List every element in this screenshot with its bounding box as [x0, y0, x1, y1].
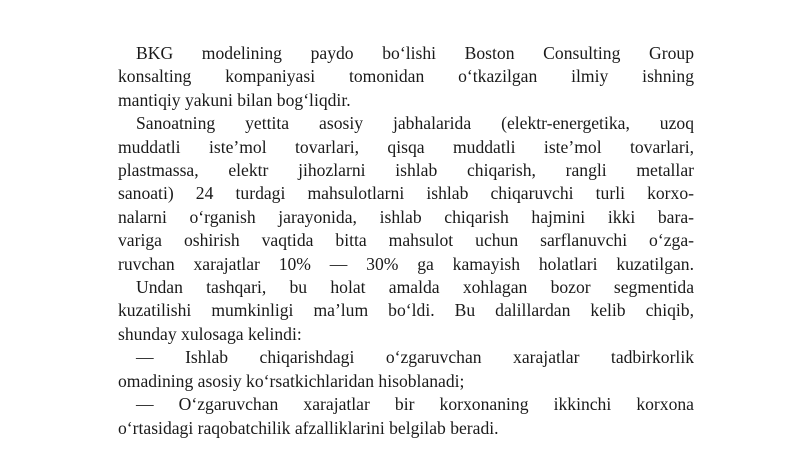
- text-line: omadining asosiy ko‘rsatkichlaridan hisoblanadi;: [118, 370, 465, 391]
- paragraph-industry-study: [118, 112, 694, 276]
- text-line: Sanoatning yettita asosiy jabhalarida (elektr-energetika, uzoq: [136, 113, 694, 134]
- list-item-competitive-advantage: [118, 393, 694, 440]
- text-line: Undan tashqari, bu holat amalda xohlagan bozor segmentida: [136, 277, 694, 298]
- text-line: BKG modelining paydo bo‘lishi Boston Consulting Group: [136, 43, 694, 63]
- paragraph-conclusion-intro: [118, 276, 694, 346]
- text-line: mantiqiy yakuni bilan bog‘liqdir.: [118, 89, 351, 110]
- text-line: variga oshirish vaqtida bitta mahsulot uchun sarflanuvchi o‘zga-: [118, 230, 694, 251]
- text-line: — Ishlab chiqarishdagi o‘zgaruvchan xarajatlar tadbirkorlik: [136, 347, 694, 368]
- text-line: sanoati) 24 turdagi mahsulotlarni ishlab chiqaruvchi turli korxo-: [118, 183, 694, 204]
- document-text: [118, 42, 694, 440]
- text-line: shunday xulosaga kelindi:: [118, 323, 302, 344]
- list-item-variable-costs-indicator: [118, 346, 694, 393]
- text-line: — O‘zgaruvchan xarajatlar bir korxonaning ikkinchi korxona: [136, 394, 694, 415]
- text-line: plastmassa, elektr jihozlarni ishlab chiqarish, rangli metallar: [118, 160, 694, 181]
- text-line: nalarni o‘rganish jarayonida, ishlab chiqarish hajmini ikki bara-: [118, 206, 694, 227]
- text-line: o‘rtasidagi raqobatchilik afzalliklarini belgilab beradi.: [118, 417, 499, 438]
- text-line: muddatli iste’mol tovarlari, qisqa muddatli iste’mol tovarlari,: [118, 136, 694, 157]
- paragraph-bkg-origin: [118, 42, 694, 112]
- text-line: kuzatilishi mumkinligi ma’lum bo‘ldi. Bu dalillardan kelib chiqib,: [118, 300, 694, 321]
- text-line: ruvchan xarajatlar 10% — 30% ga kamayish holatlari kuzatilgan.: [118, 253, 694, 274]
- text-line: konsalting kompaniyasi tomonidan o‘tkazilgan ilmiy ishning: [118, 66, 694, 87]
